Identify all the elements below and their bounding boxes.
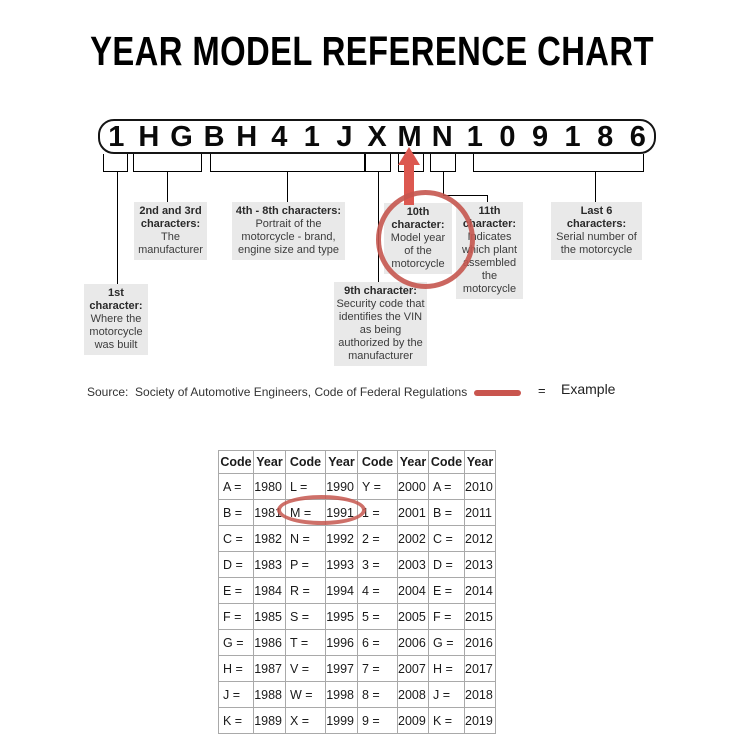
callout-header: 9th character: — [344, 285, 417, 297]
code-cell: X = — [286, 708, 326, 734]
code-cell: N = — [286, 526, 326, 552]
year-cell: 1991 — [326, 500, 358, 526]
code-cell: K = — [429, 708, 465, 734]
vin-character: B — [203, 120, 225, 153]
year-cell: 2006 — [398, 630, 429, 656]
code-cell: D = — [429, 552, 465, 578]
code-cell: B = — [219, 500, 254, 526]
callout-9th-character — [334, 282, 427, 366]
table-row — [219, 474, 496, 500]
bracket-last-6-characters — [473, 154, 644, 172]
callout-4th-8th-characters — [232, 202, 345, 260]
code-cell: 8 = — [358, 682, 398, 708]
year-cell: 2011 — [465, 500, 496, 526]
vin-character: M — [397, 120, 422, 153]
code-cell: A = — [429, 474, 465, 500]
vin-character: 9 — [531, 120, 549, 153]
code-cell: M = — [286, 500, 326, 526]
vin-character: J — [336, 120, 353, 153]
code-cell: Y = — [358, 474, 398, 500]
table-header-cell: Code — [429, 451, 465, 474]
code-cell: G = — [219, 630, 254, 656]
vin-character: H — [138, 120, 160, 153]
callout-header: Last 6 characters: — [566, 205, 627, 230]
code-cell: A = — [219, 474, 254, 500]
table-row — [219, 604, 496, 630]
code-cell: F = — [429, 604, 465, 630]
callout-1st-character — [84, 284, 148, 355]
vin-character: 1 — [108, 120, 125, 153]
vin-character: X — [367, 120, 387, 153]
bracket-11th-character — [430, 154, 456, 172]
code-cell: 4 = — [358, 578, 398, 604]
callout-header: 10th character: — [391, 206, 445, 231]
vin-character: 1 — [466, 120, 483, 153]
code-cell: 3 = — [358, 552, 398, 578]
code-cell: S = — [286, 604, 326, 630]
bracket-4th-8th-characters — [210, 154, 365, 172]
code-cell: E = — [219, 578, 254, 604]
code-cell: J = — [219, 682, 254, 708]
year-cell: 1989 — [254, 708, 286, 734]
stem-1st — [117, 171, 118, 284]
table-row — [219, 708, 496, 734]
vin-character: 6 — [629, 120, 646, 153]
year-cell: 2017 — [465, 656, 496, 682]
callout-body: Model year of the motorcycle — [390, 232, 446, 270]
code-cell: E = — [429, 578, 465, 604]
year-cell: 1984 — [254, 578, 286, 604]
code-cell: H = — [219, 656, 254, 682]
code-cell: 2 = — [358, 526, 398, 552]
year-cell: 2019 — [465, 708, 496, 734]
year-cell: 1981 — [254, 500, 286, 526]
code-cell: R = — [286, 578, 326, 604]
year-cell: 2001 — [398, 500, 429, 526]
table-row — [219, 578, 496, 604]
callout-header: 1st character: — [89, 287, 143, 312]
year-cell: 1997 — [326, 656, 358, 682]
code-cell: L = — [286, 474, 326, 500]
callout-body: Serial number of the motorcycle — [556, 231, 637, 256]
year-code-table — [218, 450, 496, 734]
code-cell: 5 = — [358, 604, 398, 630]
year-cell: 1999 — [326, 708, 358, 734]
page-title: YEAR MODEL REFERENCE CHART — [90, 28, 654, 74]
callout-2nd-3rd-characters — [134, 202, 207, 260]
year-cell: 1990 — [326, 474, 358, 500]
stem-2nd-3rd — [167, 171, 168, 202]
year-cell: 1980 — [254, 474, 286, 500]
code-cell: 1 = — [358, 500, 398, 526]
year-cell: 2002 — [398, 526, 429, 552]
stem-11th-upper — [443, 171, 444, 195]
callout-header: 11th character: — [462, 205, 517, 230]
year-cell: 2014 — [465, 578, 496, 604]
year-cell: 1998 — [326, 682, 358, 708]
year-cell: 1995 — [326, 604, 358, 630]
table-row — [219, 656, 496, 682]
code-cell: F = — [219, 604, 254, 630]
bracket-1st-character — [103, 154, 128, 172]
code-cell: H = — [429, 656, 465, 682]
callout-body: Security code that identifies the VIN as being authorized by the manufacturer — [336, 298, 425, 362]
year-cell: 2010 — [465, 474, 496, 500]
year-cell: 2018 — [465, 682, 496, 708]
callout-body: Where the motorcycle was built — [89, 313, 143, 351]
code-cell: G = — [429, 630, 465, 656]
year-cell: 1988 — [254, 682, 286, 708]
source-text: Source: Society of Automotive Engineers, Code of Federal Regulations — [87, 385, 468, 399]
vin-character: G — [170, 120, 193, 153]
table-row — [219, 526, 496, 552]
bracket-9th-character — [365, 154, 391, 172]
stem-11th-lower — [487, 195, 488, 202]
callout-header: 2nd and 3rd characters: — [139, 205, 202, 230]
year-cell: 2016 — [465, 630, 496, 656]
code-cell: V = — [286, 656, 326, 682]
vin-character: 0 — [499, 120, 516, 153]
callout-body: Indicates which plant assembled the motorcycle — [461, 231, 518, 295]
table-header-cell: Year — [254, 451, 286, 474]
code-cell: P = — [286, 552, 326, 578]
year-cell: 1987 — [254, 656, 286, 682]
legend-label: Example — [561, 381, 616, 397]
table-row — [219, 682, 496, 708]
vin-character: H — [236, 120, 258, 153]
year-cell: 1982 — [254, 526, 286, 552]
year-cell: 1983 — [254, 552, 286, 578]
example-arrow-icon — [398, 147, 420, 165]
year-cell: 1992 — [326, 526, 358, 552]
legend-equals: = — [538, 383, 546, 398]
callout-body: Portrait of the motorcycle - brand, engine size and type — [238, 218, 339, 256]
year-cell: 2013 — [465, 552, 496, 578]
code-cell: 7 = — [358, 656, 398, 682]
example-highlight-ellipse — [277, 495, 366, 525]
table-row — [219, 552, 496, 578]
code-cell: D = — [219, 552, 254, 578]
year-cell: 2003 — [398, 552, 429, 578]
table-header-cell: Year — [326, 451, 358, 474]
code-cell: B = — [429, 500, 465, 526]
code-cell: 6 = — [358, 630, 398, 656]
code-cell: J = — [429, 682, 465, 708]
table-header-cell: Code — [219, 451, 254, 474]
table-header-cell: Code — [358, 451, 398, 474]
code-cell: C = — [429, 526, 465, 552]
table-header-cell: Year — [465, 451, 496, 474]
code-cell: C = — [219, 526, 254, 552]
year-cell: 2015 — [465, 604, 496, 630]
year-cell: 2009 — [398, 708, 429, 734]
year-cell: 1986 — [254, 630, 286, 656]
vin-character: 4 — [271, 120, 288, 153]
table-header-cell: Year — [398, 451, 429, 474]
example-highlight-circle — [376, 190, 475, 289]
vin-character: 1 — [303, 120, 320, 153]
year-cell: 2004 — [398, 578, 429, 604]
code-cell: K = — [219, 708, 254, 734]
bracket-2nd-3rd-characters — [133, 154, 202, 172]
year-cell: 1994 — [326, 578, 358, 604]
table-header-cell: Code — [286, 451, 326, 474]
callout-header: 4th - 8th characters: — [235, 205, 342, 217]
stem-4th-8th — [287, 171, 288, 202]
year-cell: 1993 — [326, 552, 358, 578]
vin-character: N — [431, 120, 453, 153]
year-cell: 1996 — [326, 630, 358, 656]
example-line-icon — [474, 390, 521, 396]
year-cell: 1985 — [254, 604, 286, 630]
table-header — [219, 451, 496, 474]
callout-last-6-characters — [551, 202, 642, 260]
code-cell: W = — [286, 682, 326, 708]
table-row — [219, 630, 496, 656]
year-cell: 2007 — [398, 656, 429, 682]
year-cell: 2008 — [398, 682, 429, 708]
vin-character: 1 — [564, 120, 581, 153]
vin-box — [98, 119, 656, 154]
code-cell: 9 = — [358, 708, 398, 734]
vin-character: 8 — [597, 120, 614, 153]
year-cell: 2012 — [465, 526, 496, 552]
code-cell: T = — [286, 630, 326, 656]
stem-last-6 — [595, 171, 596, 202]
callout-body: The manufacturer — [138, 231, 203, 256]
year-cell: 2000 — [398, 474, 429, 500]
year-cell: 2005 — [398, 604, 429, 630]
